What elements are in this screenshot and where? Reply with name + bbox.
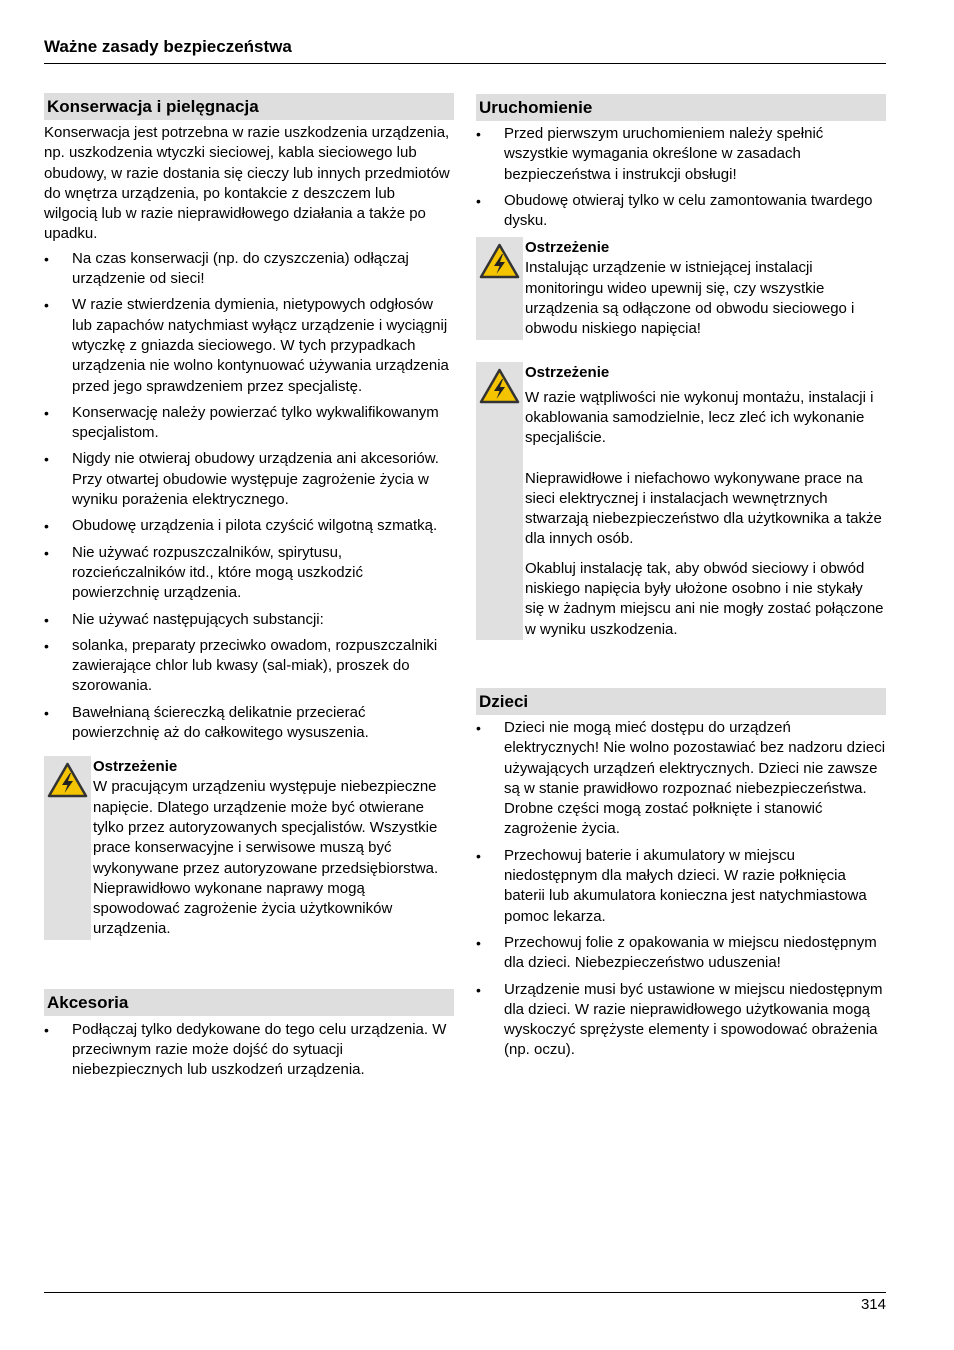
high-voltage-warning-icon (47, 762, 88, 799)
list-item: • Podłączaj tylko dedykowane do tego celu urządzenia. W przeciwnym razie może dojść do sytuacji niebezpiecznych lub uszkodzeń urządzenia. (44, 1020, 454, 1081)
high-voltage-warning-icon (479, 243, 520, 280)
warning-title: Ostrzeżenie (525, 363, 610, 381)
list-item: • Na czas konserwacji (np. do czyszczenia) odłączaj urządzenie od sieci! (44, 249, 454, 290)
list-item: • Przechowuj baterie i akumulatory w miejscu niedostępnym dla małych dzieci. W razie połknięcia baterii lub akumulatora konieczna jest natychmiastowa pomoc lekarza. (476, 846, 886, 927)
list-item: • Urządzenie musi być ustawione w miejscu niedostępnym dla dzieci. W razie nieprawidłowego użytkowania mogą wyskoczyć sprężyste elementy i spowodować obrażenia (np. oczu). (476, 980, 886, 1061)
list-item: • Konserwację należy powierzać tylko wykwalifikowanym specjalistom. (44, 403, 454, 444)
warning-text: W razie wątpliwości nie wykonuj montażu, instalacji i okablowania samodzielnie, lecz zleć ich wykonanie specjaliście. (525, 388, 874, 447)
right-column (476, 93, 886, 1067)
warning-box-startup-1 (476, 237, 886, 339)
startup-list (476, 124, 886, 231)
list-item: • Nie używać rozpuszczalników, spirytusu, rozcieńczalników itd., które mogą uszkodzić powierzchnię urządzenia. (44, 543, 454, 604)
maintenance-intro: Konserwacja jest potrzebna w razie uszkodzenia urządzenia, np. uszkodzenia wtyczki sieciowej, kabla sieciowego lub obudowy, w razie dostania się cieczy lub innych przedmiotów do wnętrza urządzenia, po kontakcie z deszczem lub wilgocią lub w razie nieprawidłowego działania a także po upadku. (44, 124, 450, 243)
list-item: • Nie używać następujących substancji: (44, 610, 454, 630)
high-voltage-warning-icon (479, 368, 520, 405)
warning-box-maintenance (44, 756, 454, 939)
list-item: • Przechowuj folie z opakowania w miejscu niedostępnym dla dzieci. Niebezpieczeństwo uduszenia! (476, 933, 886, 974)
children-list (476, 718, 886, 1061)
warning-box-startup-2 (476, 362, 886, 640)
warning-text: Nieprawidłowe i niefachowo wykonywane prace na sieci elektrycznej i instalacjach wewnętrznych stwarzają niebezpieczeństwo dla użytkownika a także dla innych osób. (525, 469, 882, 548)
list-item: • Nigdy nie otwieraj obudowy urządzenia ani akcesoriów. Przy otwartej obudowie występuje zagrożenie życia w wyniku porażenia elektrycznego. (44, 449, 454, 510)
section-heading-startup: Uruchomienie (476, 94, 886, 121)
list-item: • Obudowę urządzenia i pilota czyścić wilgotną szmatką. (44, 516, 454, 536)
warning-text: Instalując urządzenie w istniejącej instalacji monitoringu wideo upewnij się, czy wszystkie urządzenia są odłączone od obwodu sieciowego i obwodu niskiego napięcia! (525, 259, 855, 338)
page-number: 314 (860, 1296, 886, 1313)
list-item: • Dzieci nie mogą mieć dostępu do urządzeń elektrycznych! Nie wolno pozostawiać bez nadzoru dzieci używających urządzeń elektrycznych. Dzieci nie zawsze są w stanie prawidłowo rozpoznać niebezpieczeństwa. Drobne części mogą zostać połknięte i stanowić zagrożenie życia. (476, 718, 886, 840)
section-heading-children: Dzieci (476, 688, 886, 715)
page-header (44, 36, 886, 64)
list-item: • Bawełnianą ściereczką delikatnie przecierać powierzchnię aż do całkowitego wysuszenia. (44, 703, 454, 744)
left-column (44, 93, 454, 1087)
section-heading-accessories: Akcesoria (44, 989, 454, 1016)
section-heading-maintenance: Konserwacja i pielęgnacja (44, 93, 454, 120)
page-title: Ważne zasady bezpieczeństwa (44, 37, 292, 56)
accessories-list (44, 1020, 454, 1081)
warning-title: Ostrzeżenie (93, 758, 178, 776)
page-footer (44, 1292, 886, 1313)
maintenance-list (44, 249, 454, 744)
warning-text: W pracującym urządzeniu występuje niebezpieczne napięcie. Dlatego urządzenie może być otwierane tylko przez autoryzowanych specjalistów. Wszystkie prace konserwacyjne i serwisowe muszą być wykonywane przez autoryzowane przedsiębiorstwa. Nieprawidłowo wykonane naprawy mogą spowodować zagrożenie życia użytkowników urządzenia. (93, 778, 439, 938)
list-item: • Obudowę otwieraj tylko w celu zamontowania twardego dysku. (476, 191, 886, 232)
list-item: • solanka, preparaty przeciwko owadom, rozpuszczalniki zawierające chlor lub kwasy (sal-miak), proszek do szorowania. (44, 636, 454, 697)
warning-text: Okabluj instalację tak, aby obwód sieciowy i obwód niskiego napięcia były ułożone osobno i nie stykały się w żadnym miejscu ani nie mogły zostać połączone w wyniku uszkodzenia. (525, 559, 884, 638)
warning-title: Ostrzeżenie (525, 239, 610, 257)
list-item: • Przed pierwszym uruchomieniem należy spełnić wszystkie wymagania określone w zasadach bezpieczeństwa i instrukcji obsługi! (476, 124, 886, 185)
list-item: • W razie stwierdzenia dymienia, nietypowych odgłosów lub zapachów natychmiast wyłącz urządzenie i wyciągnij wtyczkę z gniazda sieciowego. W tych przypadkach urządzenia nie wolno kontynuować używania urządzenia przed jego sprawdzeniem przez specjalistę. (44, 295, 454, 396)
